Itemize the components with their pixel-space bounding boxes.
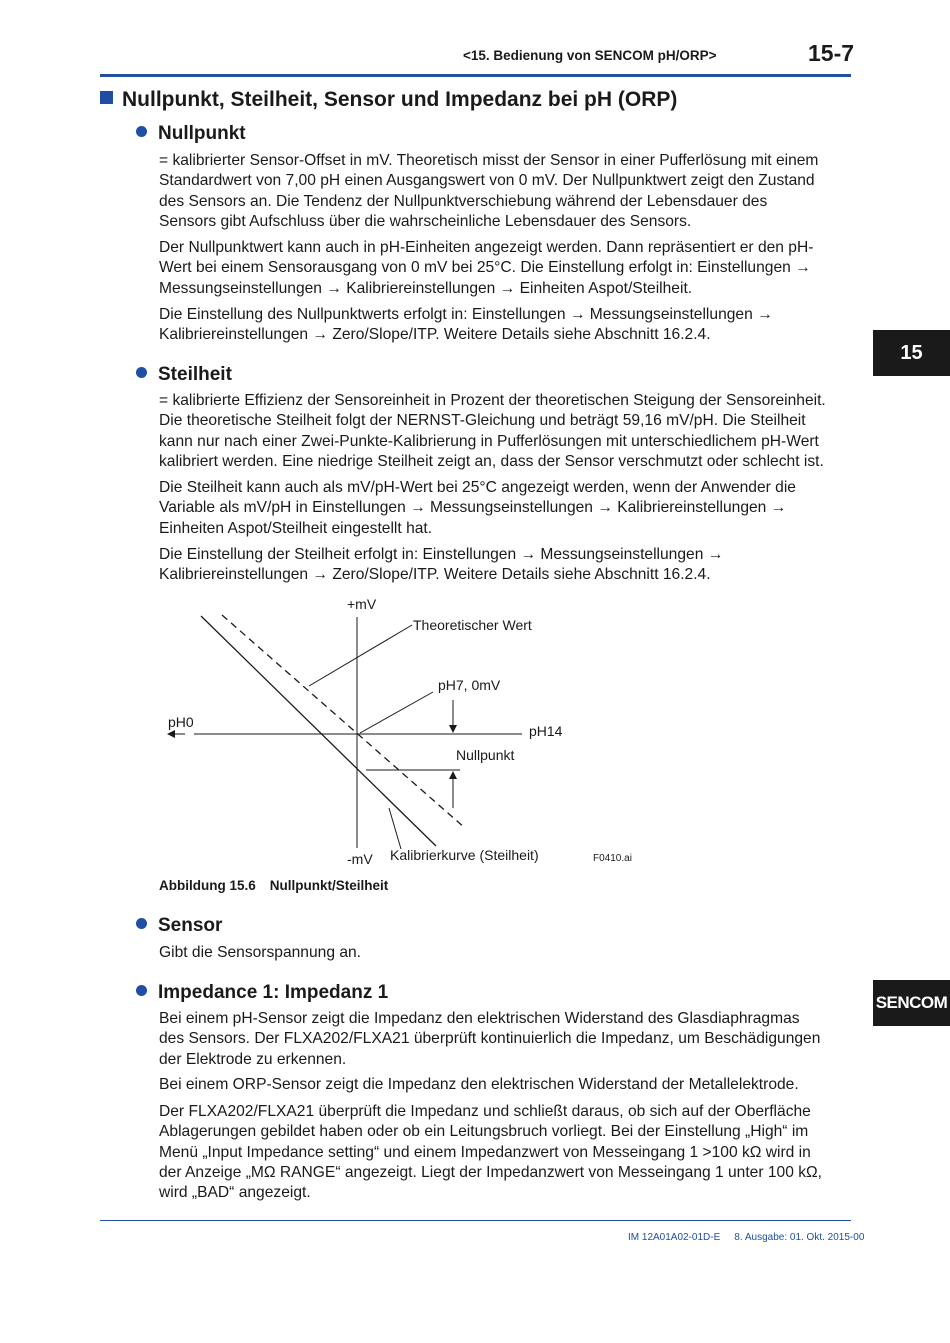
footer-doc-id: IM 12A01A02-01D-E — [628, 1232, 721, 1243]
leader-line — [309, 625, 412, 686]
text-line: Die Einstellung des Nullpunktwerts erfolgt in: Einstellungen → Messungseinstellungen → — [159, 306, 773, 323]
figure-caption — [159, 878, 388, 893]
label-ph7: pH7, 0mV — [438, 677, 501, 693]
text-line: Variable als mV/pH in Einstellungen → Messungseinstellungen → Kalibriereinstellungen → — [159, 499, 787, 517]
text-line: der Elektrode zu erkennen. — [159, 1050, 347, 1068]
subsection-title: Sensor — [158, 915, 223, 936]
subsection-title: Impedance 1: Impedanz 1 — [158, 982, 389, 1003]
subsection-title: Steilheit — [158, 364, 232, 385]
dot-bullet-icon — [136, 918, 147, 929]
text-line: Sensors gibt Aufschluss über die wahrscheinliche Lebensdauer des Sensors. — [159, 212, 692, 230]
label-plus-mv: +mV — [347, 596, 377, 612]
footer-rule — [100, 1220, 851, 1221]
label-ph0: pH0 — [168, 714, 194, 730]
footer-edition: 8. Ausgabe: 01. Okt. 2015-00 — [734, 1232, 865, 1243]
paragraph — [159, 1102, 859, 1203]
theoretical-line — [222, 615, 465, 828]
subsection-title: Nullpunkt — [158, 123, 246, 144]
label-calibration: Kalibrierkurve (Steilheit) — [390, 847, 539, 863]
footer — [628, 1232, 864, 1243]
leader-line — [389, 808, 401, 849]
label-nullpunkt: Nullpunkt — [456, 747, 515, 763]
label-theoretical: Theoretischer Wert — [413, 617, 532, 633]
text-line: kalibriert werden. Eine niedrige Steilheit zeigt an, dass der Sensor verschmutzt oder schlecht ist. — [159, 452, 824, 470]
text-line: Der Nullpunktwert kann auch in pH-Einheiten angezeigt werden. Dann repräsentiert er den pH- — [159, 239, 814, 256]
caption-text: Nullpunkt/Steilheit — [269, 878, 389, 893]
text-line: Standardwert von 7,00 pH einen Ausgangswert von 0 mV. Der Nullpunktwert zeigt den Zustand — [159, 172, 815, 190]
text-line: Einheiten Aspot/Steilheit eingestellt hat. — [159, 519, 433, 537]
text-line: Kalibriereinstellungen → Zero/Slope/ITP. Weitere Details siehe Abschnitt 16.2.4. — [159, 566, 711, 584]
text-line: Wert bei einem Sensorausgang von 0 mV bei 25°C. Die Einstellung erfolgt in: Einstellungen → — [159, 259, 811, 277]
text-line: Messungseinstellungen → Kalibriereinstellungen → Einheiten Aspot/Steilheit. — [159, 279, 693, 297]
text-line: Gibt die Sensorspannung an. — [159, 944, 361, 961]
text-line: Die Steilheit kann auch als mV/pH-Wert bei 25°C angezeigt werden, wenn der Anwender die — [159, 479, 796, 496]
text-line: Bei einem pH-Sensor zeigt die Impedanz den elektrischen Widerstand des Glasdiaphragmas — [159, 1010, 800, 1027]
chapter-tab: 15 — [873, 330, 950, 376]
text-line: Ablagerungen gebildet haben oder ob ein Leitungsbruch vorliegt. Bei der Einstellung „High“ im — [159, 1123, 809, 1141]
text-line: Die theoretische Steilheit folgt der NERNST-Gleichung und beträgt 59,16 mV/pH. Die Steilheit — [159, 412, 806, 430]
label-file-id: F0410.ai — [593, 853, 632, 864]
text-line: Bei einem ORP-Sensor zeigt die Impedanz den elektrischen Widerstand der Metallelektrode. — [159, 1076, 799, 1093]
section-title-text: Nullpunkt, Steilheit, Sensor und Impedanz bei pH (ORP) — [122, 88, 678, 111]
dot-bullet-icon — [136, 985, 147, 996]
text-line: des Sensors an. Die Tendenz der Nullpunktverschiebung während der Lebensdauer des — [159, 192, 768, 210]
label-minus-mv: -mV — [347, 851, 373, 867]
text-line: kann nur nach einer Zwei-Punkte-Kalibrierung in Pufferlösungen mit unterschiedlichem pH-Wert — [159, 432, 819, 450]
text-line: Menü „Input Impedance setting“ und einem Impedanzwert von Messeingang 1 >100 kΩ wird in — [159, 1143, 811, 1161]
product-tab: SENCOM — [873, 980, 950, 1026]
running-header: <15. Bedienung von SENCOM pH/ORP> — [463, 48, 717, 63]
calibration-line — [201, 616, 436, 846]
paragraph — [159, 1009, 859, 1070]
label-ph14: pH14 — [529, 723, 563, 739]
text-line: Der FLXA202/FLXA21 überprüft die Impedanz und schließt daraus, ob sich auf der Oberfläche — [159, 1103, 811, 1120]
paragraph — [159, 943, 859, 963]
caption-number: Abbildung 15.6 — [159, 878, 256, 893]
subsection-sensor — [136, 915, 222, 937]
text-line: Die Einstellung der Steilheit erfolgt in: Einstellungen → Messungseinstellungen → — [159, 546, 724, 563]
text-line: Kalibriereinstellungen → Zero/Slope/ITP. Weitere Details siehe Abschnitt 16.2.4. — [159, 326, 711, 344]
paragraph — [159, 1075, 859, 1095]
text-line: des Sensors. Der FLXA202/FLXA21 überprüft kontinuierlich die Impedanz, um Beschädigungen — [159, 1030, 821, 1048]
page-number: 15-7 — [808, 40, 855, 66]
subsection-impedance — [136, 982, 388, 1004]
text-line: wird „BAD“ angezeigt. — [159, 1184, 311, 1202]
text-line: = kalibrierte Effizienz der Sensoreinheit in Prozent der theoretischen Steigung der Sensoreinheit. — [159, 392, 826, 409]
leader-line — [360, 692, 433, 733]
text-line: = kalibrierter Sensor-Offset in mV. Theoretisch misst der Sensor in einer Pufferlösung mit einem — [159, 152, 819, 169]
text-line: der Anzeige „MΩ RANGE“ angezeigt. Liegt der Impedanzwert von Messeingang 1 unter 100 kΩ, — [159, 1163, 823, 1181]
